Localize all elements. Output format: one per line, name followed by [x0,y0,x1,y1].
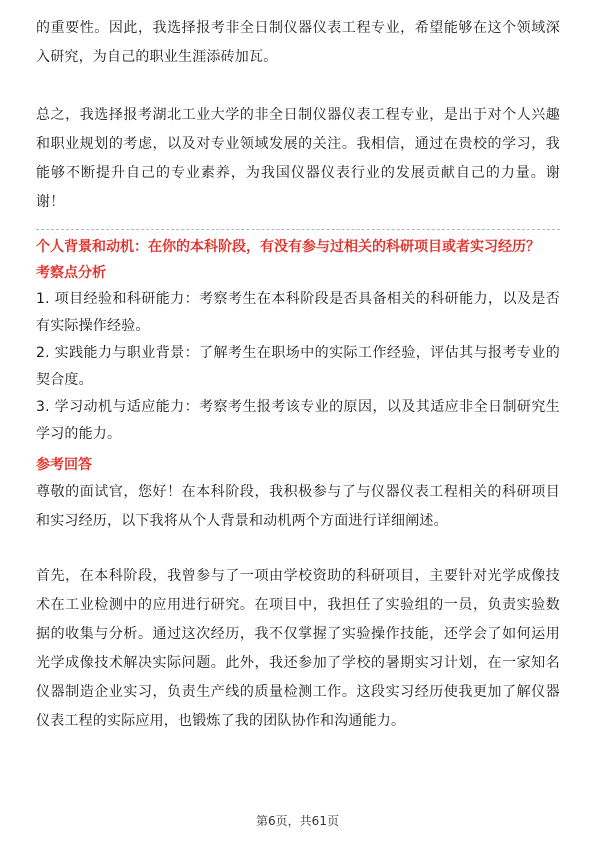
intro-paragraph-conclusion: 总之，我选择报考湖北工业大学的非全日制仪器仪表工程专业，是出于对个人兴趣和职业规划的考虑，以及对专业领域发展的关注。我相信，通过在贵校的学习，我能够不断提升自己的专业素养，为我国仪器仪表行业的发展贡献自己的力量。谢谢！ [36,107,560,210]
section-divider [36,229,560,230]
intro-paragraph-continuation: 的重要性。因此，我选择报考非全日制仪器仪表工程专业，希望能够在这个领域深入研究，为自己的职业生涯添砖加瓦。 [36,20,560,65]
analysis-heading: 考察点分析 [36,265,106,281]
page-number: 第6页，共61页 [256,814,339,828]
analysis-item-3: 3. 学习动机与适应能力：考察考生报考该专业的原因，以及其适应非全日制研究生学习的能力。 [36,399,560,442]
answer-paragraph-details: 首先，在本科阶段，我曾参与了一项由学校资助的科研项目，主要针对光学成像技术在工业检测中的应用进行研究。在项目中，我担任了实验组的一员，负责实验数据的收集与分析。通过这次经历，我不仅掌握了实验操作技能，还学会了如何运用光学成像技术解决实际问题。此外，我还参加了学校的暑期实习计划，在一家知名仪器制造企业实习，负责生产线的质量检测工作。这段实习经历使我更加了解仪器仪表工程的实际应用，也锻炼了我的团队协作和沟通能力。 [36,568,560,729]
answer-heading: 参考回答 [36,457,92,473]
analysis-item-1: 1. 项目经验和科研能力：考察考生在本科阶段是否具备相关的科研能力，以及是否有实际操作经验。 [36,291,560,334]
analysis-item-2: 2. 实践能力与职业背景：了解考生在职场中的实际工作经验，评估其与报考专业的契合度。 [36,345,560,388]
document-page [36,14,560,736]
answer-paragraph-greeting: 尊敬的面试官，您好！在本科阶段，我积极参与了与仪器仪表工程相关的科研项目和实习经历，以下我将从个人背景和动机两个方面进行详细阐述。 [36,484,560,529]
interview-question: 个人背景和动机：在你的本科阶段，有没有参与过相关的科研项目或者实习经历？ [36,239,540,255]
